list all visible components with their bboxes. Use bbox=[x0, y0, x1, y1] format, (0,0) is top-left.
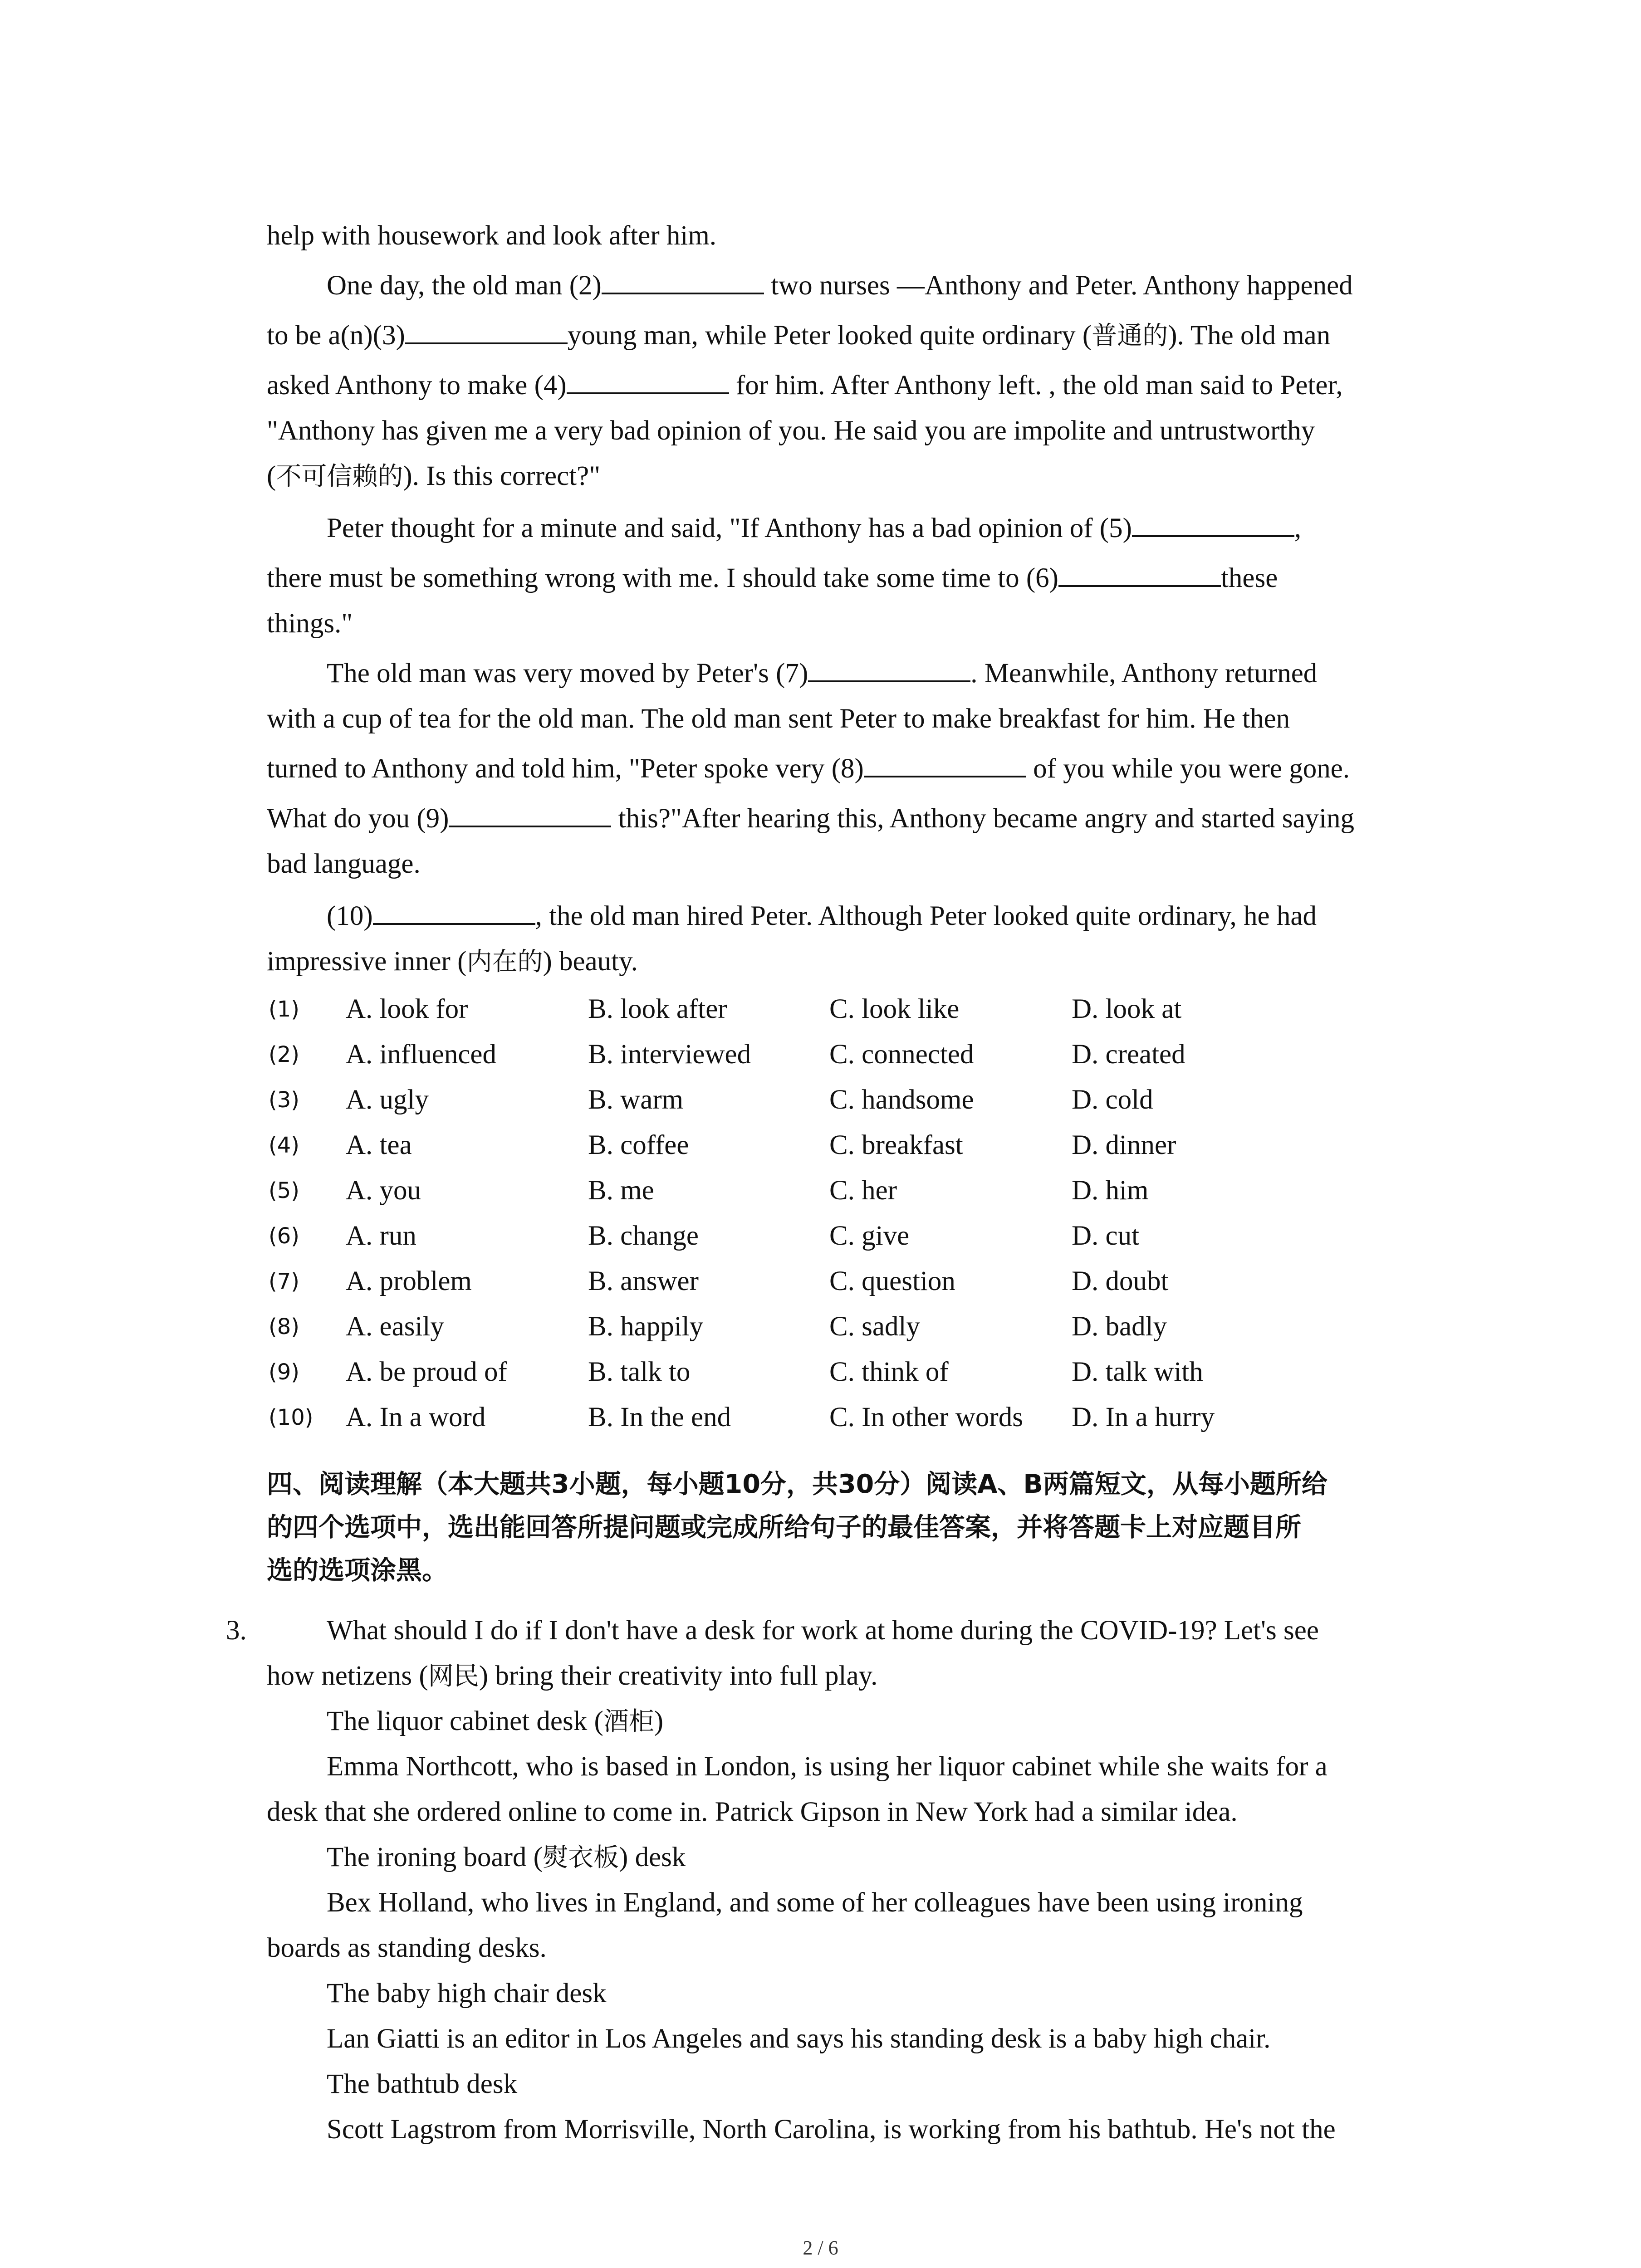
option-c[interactable]: C. connected bbox=[829, 1039, 974, 1070]
option-b[interactable]: B. talk to bbox=[588, 1357, 691, 1387]
answer-blank-9[interactable] bbox=[449, 798, 611, 827]
passage-line: "Anthony has given me a very bad opinion of you. He said you are impolite and untrustworthy bbox=[267, 415, 1315, 446]
passage-line: One day, the old man (2) two nurses —Anthony and Peter. Anthony happened bbox=[0, 261, 1641, 311]
question-line: Emma Northcott, who is based in London, is using her liquor cabinet while she waits for a bbox=[327, 1751, 1327, 1782]
option-a[interactable]: A. ugly bbox=[346, 1085, 429, 1115]
option-a[interactable]: A. problem bbox=[346, 1266, 472, 1296]
question-line: The bathtub desk bbox=[327, 2069, 518, 2099]
option-d[interactable]: D. him bbox=[1072, 1175, 1149, 1206]
answer-blank-5[interactable] bbox=[1132, 508, 1294, 537]
option-d[interactable]: D. look at bbox=[1072, 994, 1182, 1024]
option-c[interactable]: C. sadly bbox=[829, 1311, 920, 1342]
passage-line: impressive inner (内在的) beauty. bbox=[267, 946, 638, 977]
option-row: (2) A. influenced B. interviewed C. connected D. created bbox=[0, 1032, 1641, 1077]
passage-line: things." bbox=[267, 608, 353, 639]
option-d[interactable]: D. dinner bbox=[1072, 1130, 1176, 1160]
passage-line: there must be something wrong with me. I should take some time to (6) these bbox=[0, 553, 1641, 603]
option-d[interactable]: D. In a hurry bbox=[1072, 1402, 1215, 1432]
option-row: (1) A. look for B. look after C. look like D. look at bbox=[0, 987, 1641, 1032]
section-heading: 的四个选项中，选出能回答所提问题或完成所给句子的最佳答案，并将答题卡上对应题目所 bbox=[267, 1512, 1301, 1542]
option-a[interactable]: A. influenced bbox=[346, 1039, 496, 1070]
option-d[interactable]: D. cut bbox=[1072, 1221, 1140, 1251]
option-b[interactable]: B. answer bbox=[588, 1266, 699, 1296]
question-line: 3. What should I do if I don't have a desk for work at home during the COVID-19? Let's see bbox=[0, 1606, 1641, 1656]
option-a[interactable]: A. look for bbox=[346, 994, 468, 1024]
question-number: 3. bbox=[226, 1615, 247, 1646]
option-row: (9) A. be proud of B. talk to C. think of D. talk with bbox=[0, 1349, 1641, 1395]
question-line: The baby high chair desk bbox=[327, 1978, 607, 2009]
option-row: (6) A. run B. change C. give D. cut bbox=[0, 1213, 1641, 1259]
option-row: (10) A. In a word B. In the end C. In other words D. In a hurry bbox=[0, 1395, 1641, 1440]
passage-line: to be a(n)(3) young man, while Peter looked quite ordinary (普通的). The old man bbox=[0, 311, 1641, 361]
option-d[interactable]: D. badly bbox=[1072, 1311, 1167, 1342]
passage-line: help with housework and look after him. bbox=[267, 220, 717, 251]
passage-line: turned to Anthony and told him, "Peter spoke very (8) of you while you were gone. bbox=[0, 744, 1641, 794]
option-row: (4) A. tea B. coffee C. breakfast D. dinner bbox=[0, 1123, 1641, 1168]
passage-line: The old man was very moved by Peter's (7) . Meanwhile, Anthony returned bbox=[0, 649, 1641, 699]
option-c[interactable]: C. think of bbox=[829, 1357, 949, 1387]
question-line: Lan Giatti is an editor in Los Angeles and says his standing desk is a baby high chair. bbox=[327, 2024, 1271, 2054]
option-c[interactable]: C. handsome bbox=[829, 1085, 974, 1115]
option-b[interactable]: B. change bbox=[588, 1221, 699, 1251]
option-row: (8) A. easily B. happily C. sadly D. badly bbox=[0, 1304, 1641, 1349]
option-a[interactable]: A. tea bbox=[346, 1130, 412, 1160]
answer-blank-6[interactable] bbox=[1058, 558, 1221, 587]
question-line: how netizens (网民) bring their creativity into full play. bbox=[267, 1661, 878, 1691]
option-c[interactable]: C. question bbox=[829, 1266, 955, 1296]
question-line: The liquor cabinet desk (酒柜) bbox=[327, 1706, 664, 1736]
question-line: Bex Holland, who lives in England, and some of her colleagues have been using ironing bbox=[327, 1887, 1303, 1918]
answer-blank-4[interactable] bbox=[567, 365, 729, 394]
answer-blank-7[interactable] bbox=[808, 653, 970, 682]
option-b[interactable]: B. look after bbox=[588, 994, 727, 1024]
answer-blank-8[interactable] bbox=[864, 748, 1026, 777]
option-row: (7) A. problem B. answer C. question D. doubt bbox=[0, 1259, 1641, 1304]
passage-line: What do you (9) this?"After hearing this, Anthony became angry and started saying bbox=[0, 794, 1641, 844]
question-line: boards as standing desks. bbox=[267, 1933, 547, 1963]
option-b[interactable]: B. In the end bbox=[588, 1402, 731, 1432]
option-c[interactable]: C. give bbox=[829, 1221, 910, 1251]
passage-line: (10) , the old man hired Peter. Although Peter looked quite ordinary, he had bbox=[0, 891, 1641, 941]
option-row: (5) A. you B. me C. her D. him bbox=[0, 1168, 1641, 1213]
option-b[interactable]: B. warm bbox=[588, 1085, 684, 1115]
option-b[interactable]: B. interviewed bbox=[588, 1039, 751, 1070]
option-a[interactable]: A. you bbox=[346, 1175, 421, 1206]
section-heading: 四、阅读理解（本大题共3小题，每小题10分，共30分）阅读A、B两篇短文，从每小题所给 bbox=[267, 1469, 1327, 1499]
option-c[interactable]: C. her bbox=[829, 1175, 897, 1206]
passage-line: (不可信赖的). Is this correct?" bbox=[267, 461, 601, 491]
answer-blank-10[interactable] bbox=[373, 896, 535, 925]
option-d[interactable]: D. talk with bbox=[1072, 1357, 1203, 1387]
option-c[interactable]: C. In other words bbox=[829, 1402, 1023, 1432]
passage-line: with a cup of tea for the old man. The old man sent Peter to make breakfast for him. He then bbox=[267, 704, 1290, 734]
answer-blank-2[interactable] bbox=[602, 265, 764, 294]
option-d[interactable]: D. cold bbox=[1072, 1085, 1153, 1115]
passage-line: asked Anthony to make (4) for him. After Anthony left. , the old man said to Peter, bbox=[0, 361, 1641, 411]
option-a[interactable]: A. run bbox=[346, 1221, 416, 1251]
option-d[interactable]: D. doubt bbox=[1072, 1266, 1169, 1296]
page-number: 2 / 6 bbox=[803, 2237, 838, 2259]
passage-line: Peter thought for a minute and said, "If Anthony has a bad opinion of (5) , bbox=[0, 503, 1641, 553]
option-b[interactable]: B. coffee bbox=[588, 1130, 689, 1160]
section-heading: 选的选项涂黑。 bbox=[267, 1555, 448, 1585]
option-c[interactable]: C. breakfast bbox=[829, 1130, 963, 1160]
option-a[interactable]: A. be proud of bbox=[346, 1357, 507, 1387]
option-b[interactable]: B. happily bbox=[588, 1311, 704, 1342]
passage-line: bad language. bbox=[267, 849, 421, 879]
option-d[interactable]: D. created bbox=[1072, 1039, 1185, 1070]
question-line: desk that she ordered online to come in. Patrick Gipson in New York had a similar idea. bbox=[267, 1797, 1238, 1827]
question-line: Scott Lagstrom from Morrisville, North Carolina, is working from his bathtub. He's not the bbox=[327, 2114, 1336, 2145]
option-row: (3) A. ugly B. warm C. handsome D. cold bbox=[0, 1077, 1641, 1123]
answer-blank-3[interactable] bbox=[405, 315, 568, 344]
option-c[interactable]: C. look like bbox=[829, 994, 960, 1024]
option-b[interactable]: B. me bbox=[588, 1175, 654, 1206]
question-line: The ironing board (熨衣板) desk bbox=[327, 1842, 686, 1872]
option-a[interactable]: A. easily bbox=[346, 1311, 444, 1342]
option-a[interactable]: A. In a word bbox=[346, 1402, 486, 1432]
